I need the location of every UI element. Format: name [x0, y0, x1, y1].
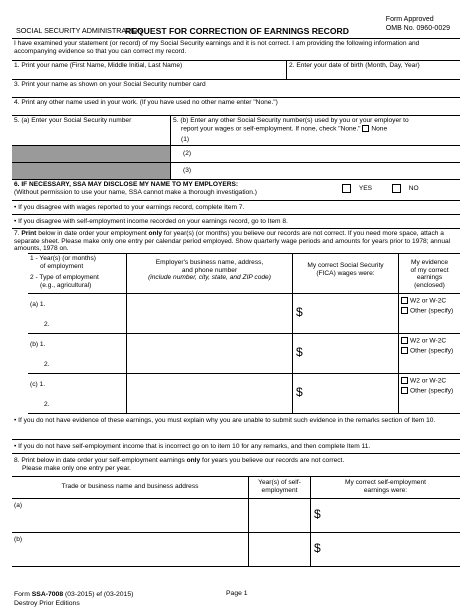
selfemp-earnings-cell[interactable] [310, 499, 460, 532]
dollar-sign: $ [296, 385, 303, 399]
other-option[interactable] [401, 387, 458, 395]
intro-statement: I have examined your statement (or record) of my Social Security earnings and it is not correct. I am providing the following information and accompanying evidence so that you can correct my record. [14, 40, 420, 55]
year-type-cell[interactable] [28, 294, 126, 333]
item7-bold-print: Print [21, 230, 37, 237]
selfemp-years-header-2: employment [261, 486, 298, 494]
selfemp-years-header [248, 477, 310, 498]
card-name-field[interactable] [12, 80, 460, 97]
item7-instructions [12, 229, 460, 253]
years-header-2: of employment [40, 262, 84, 270]
row-type-label: 2. [44, 360, 50, 368]
ssn-label: 5. (a) Enter your Social Security number [14, 117, 132, 124]
note-self: • If you disagree with self-employment income recorded on your earnings record, go to Item 8. [14, 218, 288, 225]
w2-checkbox[interactable] [401, 377, 408, 384]
disclosure-title: 6. IF NECESSARY, SSA MAY DISCLOSE MY NAME TO MY EMPLOYERS: [14, 181, 239, 188]
disclosure-options [342, 184, 419, 193]
shaded-cell [12, 163, 170, 179]
wages-header-1: My correct Social Security [307, 262, 384, 269]
w2-checkbox[interactable] [401, 337, 408, 344]
employment-row [28, 374, 460, 414]
other-ssn-label-1: 5. (b) Enter any other Social Security number(s) used by you or your employer to [173, 117, 409, 124]
row-type-label: 2. [44, 400, 50, 408]
card-name-label: 3. Print your name as shown on your Social Security number card [14, 81, 206, 88]
item8-instructions [12, 454, 460, 476]
other-checkbox[interactable] [401, 347, 408, 354]
w2-label: W2 or W-2C [410, 337, 447, 345]
no-checkbox[interactable] [392, 184, 401, 193]
ssn-row [12, 116, 460, 146]
selfemp-earnings-header-1: My correct self-employment [345, 479, 426, 486]
disclosure-subtitle: (Without permission to use your name, SSA cannot make a thorough investigation.) [14, 188, 257, 196]
ssn-row-3-label: (3) [183, 167, 192, 174]
evidence-note-row [12, 414, 460, 440]
item8-text-1: 8. Print below in date order your self-employment earnings [14, 457, 187, 464]
type-header-1: 2 - Type of employment [30, 274, 99, 282]
selfemp-row [12, 499, 460, 533]
item8-line-1 [14, 457, 458, 465]
other-ssn-header [170, 116, 460, 145]
w2-label: W2 or W-2C [410, 297, 447, 305]
year-type-cell[interactable] [28, 334, 126, 373]
other-name-row [12, 98, 460, 116]
item8-line-2: Please make only one entry per year. [22, 464, 131, 472]
other-ssn-text: report your wages or self-employment. If none, check "None." [181, 124, 361, 132]
item7-text-2: for year(s) (or months) you believe our records are not correct. If you need more space, attach a separate sheet. Please make only one entry per calendar period employed. Show quarterly wage periods and amounts for years prior to 1978; annual amounts, 1978 on. [14, 230, 451, 253]
form-number [14, 590, 133, 599]
selfemp-earnings-header [310, 477, 460, 498]
evidence-header-1: My evidence [410, 259, 449, 266]
other-label: Other (specify) [410, 347, 454, 355]
selfemp-years-cell[interactable] [248, 499, 310, 532]
other-label: Other (specify) [410, 307, 454, 315]
other-name-label: 4. Print any other name used in your work. (If you have used no other name enter "None.") [14, 99, 278, 106]
employer-cell[interactable] [126, 294, 292, 333]
employment-row [28, 334, 460, 374]
other-checkbox[interactable] [401, 387, 408, 394]
selfemp-row [12, 533, 460, 567]
form-prefix: Form [14, 591, 32, 598]
employment-table [28, 253, 460, 414]
w2-checkbox[interactable] [401, 297, 408, 304]
ssn-row-2 [12, 146, 460, 163]
no-label: NO [408, 185, 419, 193]
row-year-label: (c) 1. [30, 381, 46, 388]
none-checkbox[interactable] [362, 125, 369, 132]
selfemp-years-header-1: Year(s) of self- [258, 479, 301, 486]
none-label: None [371, 124, 388, 132]
year-type-cell[interactable] [28, 374, 126, 413]
trade-cell[interactable] [12, 533, 248, 566]
item7-number: 7. [14, 230, 22, 237]
evidence-header-3: earnings (enclosed) [414, 274, 445, 289]
omb-number: OMB No. 0960-0029 [385, 24, 450, 32]
type-header-2: (e.g., agricultural) [40, 281, 92, 289]
disclosure-row [12, 180, 460, 201]
page-number: Page 1 [226, 590, 248, 597]
wages-header-2: (FICA) wages were: [316, 269, 375, 277]
item7-bold-only: only [148, 230, 163, 237]
note-wages: • If you disagree with wages reported to your earnings record, complete Item 7. [14, 204, 245, 211]
card-name-row [12, 80, 460, 98]
employer-header [126, 254, 292, 293]
ssn-field[interactable] [12, 116, 170, 145]
item7-text-1: below in date order your employment [36, 230, 149, 237]
row-type-label: 2. [44, 320, 50, 328]
wages-cell[interactable] [292, 294, 398, 333]
note-self-row [12, 215, 460, 229]
name-label: 1. Print your name (First Name, Middle Initial, Last Name) [14, 62, 183, 69]
note-wages-row [12, 201, 460, 215]
employer-header-3: (include number, city, state, and ZIP code) [148, 274, 271, 282]
employer-cell[interactable] [126, 374, 292, 413]
yes-label: YES [358, 185, 373, 193]
employment-header-row [28, 254, 460, 294]
intro-row [12, 39, 460, 61]
employer-header-1: Employer's business name, address, [155, 259, 264, 266]
selfemp-note-row [12, 440, 460, 454]
shaded-cell [12, 146, 170, 162]
form-body [12, 38, 460, 567]
item7-text [12, 229, 460, 254]
other-checkbox[interactable] [401, 307, 408, 314]
note-selfemp: • If you do not have self-employment income that is incorrect go on to item 10 for any remarks, and then complete Item 11. [14, 443, 371, 450]
dollar-sign: $ [296, 305, 303, 319]
selfemp-header-row [12, 477, 460, 499]
years-type-header [28, 254, 126, 293]
form-title: REQUEST FOR CORRECTION OF EARNINGS RECORD [125, 26, 349, 36]
other-name-field[interactable] [12, 98, 460, 115]
selfemp-earnings-header-2: earnings were: [363, 486, 408, 494]
other-ssn-field-2[interactable] [170, 146, 460, 162]
agency-name: SOCIAL SECURITY ADMINISTRATION [16, 26, 143, 35]
row-year-label: (b) 1. [30, 341, 46, 348]
form-code: SSA-7008 [31, 591, 64, 598]
dollar-sign: $ [296, 345, 303, 359]
selfemp-years-cell[interactable] [248, 533, 310, 566]
trade-header: Trade or business name and business address [61, 483, 199, 490]
name-dob-row [12, 61, 460, 80]
w2-label: W2 or W-2C [410, 377, 447, 385]
other-ssn-field-3[interactable] [170, 163, 460, 179]
evidence-cell [398, 374, 460, 413]
note-evidence: • If you do not have evidence of these earnings, you must explain why you are unable to submit such evidence in the remarks section of Item 10. [14, 417, 436, 424]
dollar-sign: $ [314, 507, 321, 521]
selfemp-row-label: (a) [14, 502, 23, 509]
ssn-row-2-label: (2) [183, 150, 192, 157]
dollar-sign: $ [314, 541, 321, 555]
w2-option[interactable] [401, 297, 458, 305]
other-option[interactable] [401, 307, 458, 315]
wages-cell[interactable] [292, 334, 398, 373]
selfemp-earnings-cell[interactable] [310, 533, 460, 566]
dob-label: 2. Enter your date of birth (Month, Day, Year) [289, 62, 420, 69]
dob-field[interactable] [286, 61, 460, 79]
destroy-notice: Destroy Prior Editions [14, 600, 80, 608]
evidence-header-2: of my correct [410, 266, 449, 274]
name-field[interactable] [12, 61, 286, 79]
yes-checkbox[interactable] [342, 184, 351, 193]
form-footer [14, 590, 133, 608]
evidence-cell [398, 294, 460, 333]
employer-header-2: and phone number [181, 266, 238, 274]
evidence-cell [398, 334, 460, 373]
evidence-header [398, 254, 460, 293]
employment-row [28, 294, 460, 334]
form-approved-label: Form Approved [385, 16, 434, 23]
form-edition: (03-2015) ef (03-2015) [63, 591, 134, 598]
w2-option[interactable] [401, 377, 458, 385]
other-label: Other (specify) [410, 387, 454, 395]
other-option[interactable] [401, 347, 458, 355]
row-year-label: (a) 1. [30, 301, 46, 308]
wages-cell[interactable] [292, 374, 398, 413]
trade-cell[interactable] [12, 499, 248, 532]
wages-header [292, 254, 398, 293]
years-header-1: 1 - Year(s) (or months) [30, 255, 96, 262]
selfemp-table [12, 476, 460, 567]
w2-option[interactable] [401, 337, 458, 345]
ssn-row-1-label: (1) [181, 136, 190, 144]
item8-bold-only: only [186, 457, 201, 464]
employer-cell[interactable] [126, 334, 292, 373]
ssn-row-3 [12, 163, 460, 180]
other-ssn-label-2 [173, 125, 458, 133]
selfemp-row-label: (b) [14, 536, 23, 543]
item8-text-2: for years you believe our records are not correct. [200, 457, 345, 464]
